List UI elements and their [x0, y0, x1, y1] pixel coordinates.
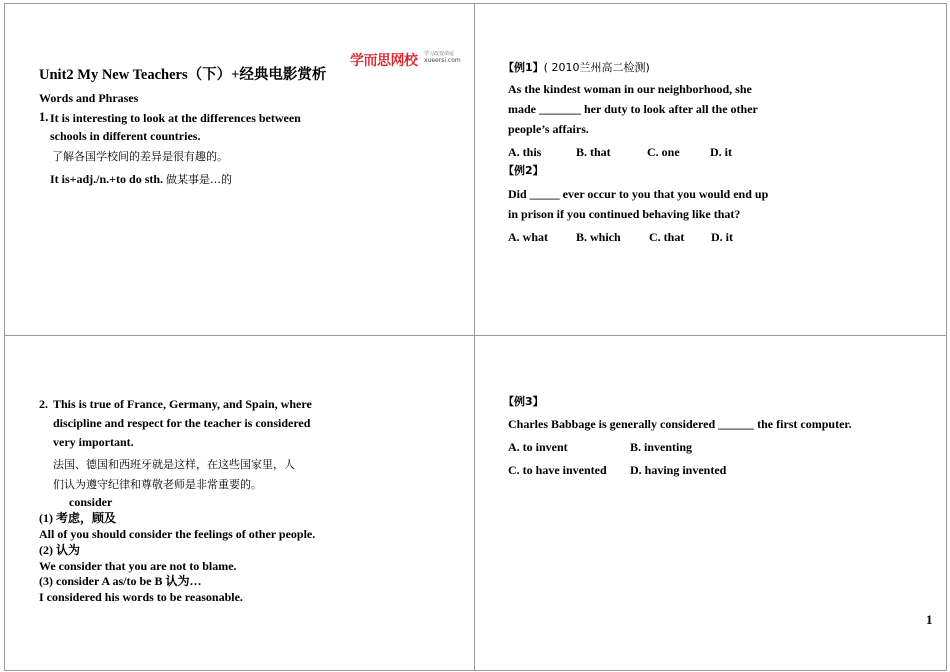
question-line: Charles Babbage is generally considered ______ the first computer. [508, 417, 852, 431]
example-header [503, 61, 650, 73]
sentence-line: very important. [53, 435, 134, 449]
translation-line: 了解各国学校间的差异是很有趣的。 [52, 150, 228, 163]
logo-name: 学而思网校 [350, 53, 418, 69]
example-source: ( 2010兰州高二检测) [543, 61, 650, 74]
brand-logo [350, 50, 461, 70]
option: A. this [508, 145, 542, 159]
item-number: 2. [39, 397, 48, 411]
page-number: 1 [926, 612, 933, 627]
sentence-line: schools in different countries. [50, 129, 201, 143]
question-line: made _______ her duty to look after all the other [508, 102, 758, 116]
option: A. to invent [508, 440, 568, 454]
question-line: As the kindest woman in our neighborhood, she [508, 82, 752, 96]
question-line: Did _____ ever occur to you that you would end up [508, 187, 769, 201]
option: A. what [508, 230, 549, 244]
translation-line: 法国、德国和西班牙就是这样，在这些国家里，人 [53, 458, 295, 471]
pattern-text: It is+adj./n.+to do sth. [50, 172, 164, 186]
horizontal-divider [4, 335, 946, 336]
option: D. it [710, 145, 732, 159]
example-sentence: We consider that you are not to blame. [39, 559, 237, 573]
item-number: 1. [39, 110, 49, 124]
logo-url: xueersi.com [424, 57, 461, 64]
option: C. one [647, 145, 680, 159]
question-line: in prison if you continued behaving like that? [508, 207, 741, 221]
sentence-line: discipline and respect for the teacher is considered [53, 416, 311, 430]
sentence-line: It is interesting to look at the differences between [50, 111, 301, 125]
option: D. having invented [630, 463, 727, 477]
keyword: consider [69, 495, 113, 509]
example-label: 【例1】 [503, 61, 544, 74]
logo-tagline: 学习改变命运 [424, 51, 455, 57]
example-sentence: I considered his words to be reasonable. [39, 590, 243, 604]
sentence-pattern [50, 173, 232, 185]
slide-title: Unit2 My New Teachers（下）+经典电影赏析 [39, 67, 327, 83]
translation-line: 们认为遵守纪律和尊敬老师是非常重要的。 [53, 478, 262, 491]
section-heading: Words and Phrases [39, 91, 139, 105]
example-sentence: All of you should consider the feelings of other people. [39, 527, 316, 541]
option: B. inventing [630, 440, 693, 454]
option: D. it [711, 230, 733, 244]
option: B. that [576, 145, 611, 159]
option: C. that [649, 230, 685, 244]
example-label: 【例2】 [503, 164, 544, 177]
sentence-line: This is true of France, Germany, and Spain, where [53, 397, 312, 411]
pattern-meaning: 做某事是…的 [166, 173, 233, 186]
sense-heading: (3) consider A as/to be B 认为… [39, 574, 202, 588]
sense-heading: (2) 认为 [39, 543, 80, 557]
option: C. to have invented [508, 463, 607, 477]
option: B. which [576, 230, 621, 244]
sense-heading: (1) 考虑，顾及 [39, 511, 116, 525]
example-label: 【例3】 [503, 395, 544, 408]
question-line: people’s affairs. [508, 122, 589, 136]
vertical-divider [474, 3, 475, 670]
